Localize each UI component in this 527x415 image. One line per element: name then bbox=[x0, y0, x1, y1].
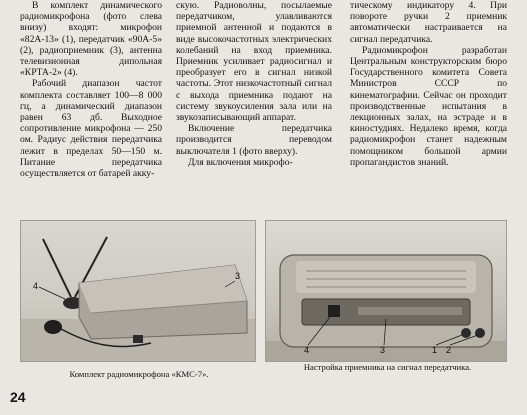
figure-label: 4 bbox=[33, 281, 39, 291]
paragraph: Для включения микрофо- bbox=[188, 156, 293, 168]
paragraph: тическому индикатору 4. При повороте ручки 2 приемник автоматически настраивается на сигнал передатчика. bbox=[350, 0, 507, 45]
figure-caption-right: Настройка приемника на сигнал передатчика. bbox=[303, 362, 472, 372]
antenna-rod-left bbox=[43, 239, 71, 297]
figure-label: 2 bbox=[446, 345, 452, 355]
photo-microphone-kit bbox=[20, 220, 256, 362]
photo-microphone-kit-drawing bbox=[21, 221, 255, 361]
photo-receiver-tuning-drawing bbox=[266, 221, 506, 361]
tuning-knob bbox=[461, 328, 471, 338]
speaker-grille bbox=[296, 261, 476, 293]
article-column-2 bbox=[176, 0, 332, 168]
article-column-3 bbox=[350, 0, 507, 168]
tuning-indicator bbox=[328, 305, 340, 317]
paragraph: В комплект динамического радиомикрофона (фото слева внизу) входят: микрофон «82А-13» (1), передатчик «90А-5» (2), радиоприемник (3), антенна телевизионная дипольная «КРТА-2» (4). bbox=[20, 0, 162, 79]
figure-label: 3 bbox=[380, 345, 386, 355]
figure-label: 1 bbox=[432, 345, 438, 355]
transmitter bbox=[133, 335, 143, 343]
figure-caption-left: Комплект радиомикрофона «КМС-7». bbox=[69, 369, 209, 379]
paragraph: Включение передатчика производится переводом выключателя 1 (фото вверху). bbox=[176, 123, 332, 157]
paragraph: скую. Радиоволны, посылаемые передатчиком, улавливаются приемной антенной и подаются в виде высокочастотных электрических колебаний на вход приемника. Приемник усиливает радиосигнал и преобразует его в сигнал низкой частоты. Этот низкочастотный сигнал с выхода приемника подают на систему звукоусиления зала или на звукозаписывающий аппарат. bbox=[176, 0, 332, 124]
dial-scale bbox=[358, 307, 462, 315]
power-knob bbox=[475, 328, 485, 338]
page-number: 24 bbox=[10, 389, 26, 405]
figure-label: 3 bbox=[235, 271, 241, 281]
article-column-1 bbox=[20, 0, 162, 179]
paragraph: Рабочий диапазон частот комплекта составляет 100—8 000 гц, а динамический диапазон равен 63 дб. Выходное сопротивление микрофона — 250 ом. Радиус действия передатчика лежит в пределах 50—150 м. Питание передатчика осуществляется от батарей акку- bbox=[20, 78, 162, 180]
figure-label: 4 bbox=[304, 345, 310, 355]
paragraph: Радиомикрофон разработан Центральным конструкторским бюро Государственного комитета Совета Министров СССР по кинематографии. Сейчас он проходит производственные испытания в лекционных залах, на эстраде и в киностудиях. Недалеко время, когда радиомикрофон станет надежным помощником большой армии пропагандистов знаний. bbox=[350, 44, 507, 168]
label-leader bbox=[39, 287, 65, 299]
photo-receiver-tuning bbox=[265, 220, 507, 362]
microphone bbox=[44, 320, 62, 334]
